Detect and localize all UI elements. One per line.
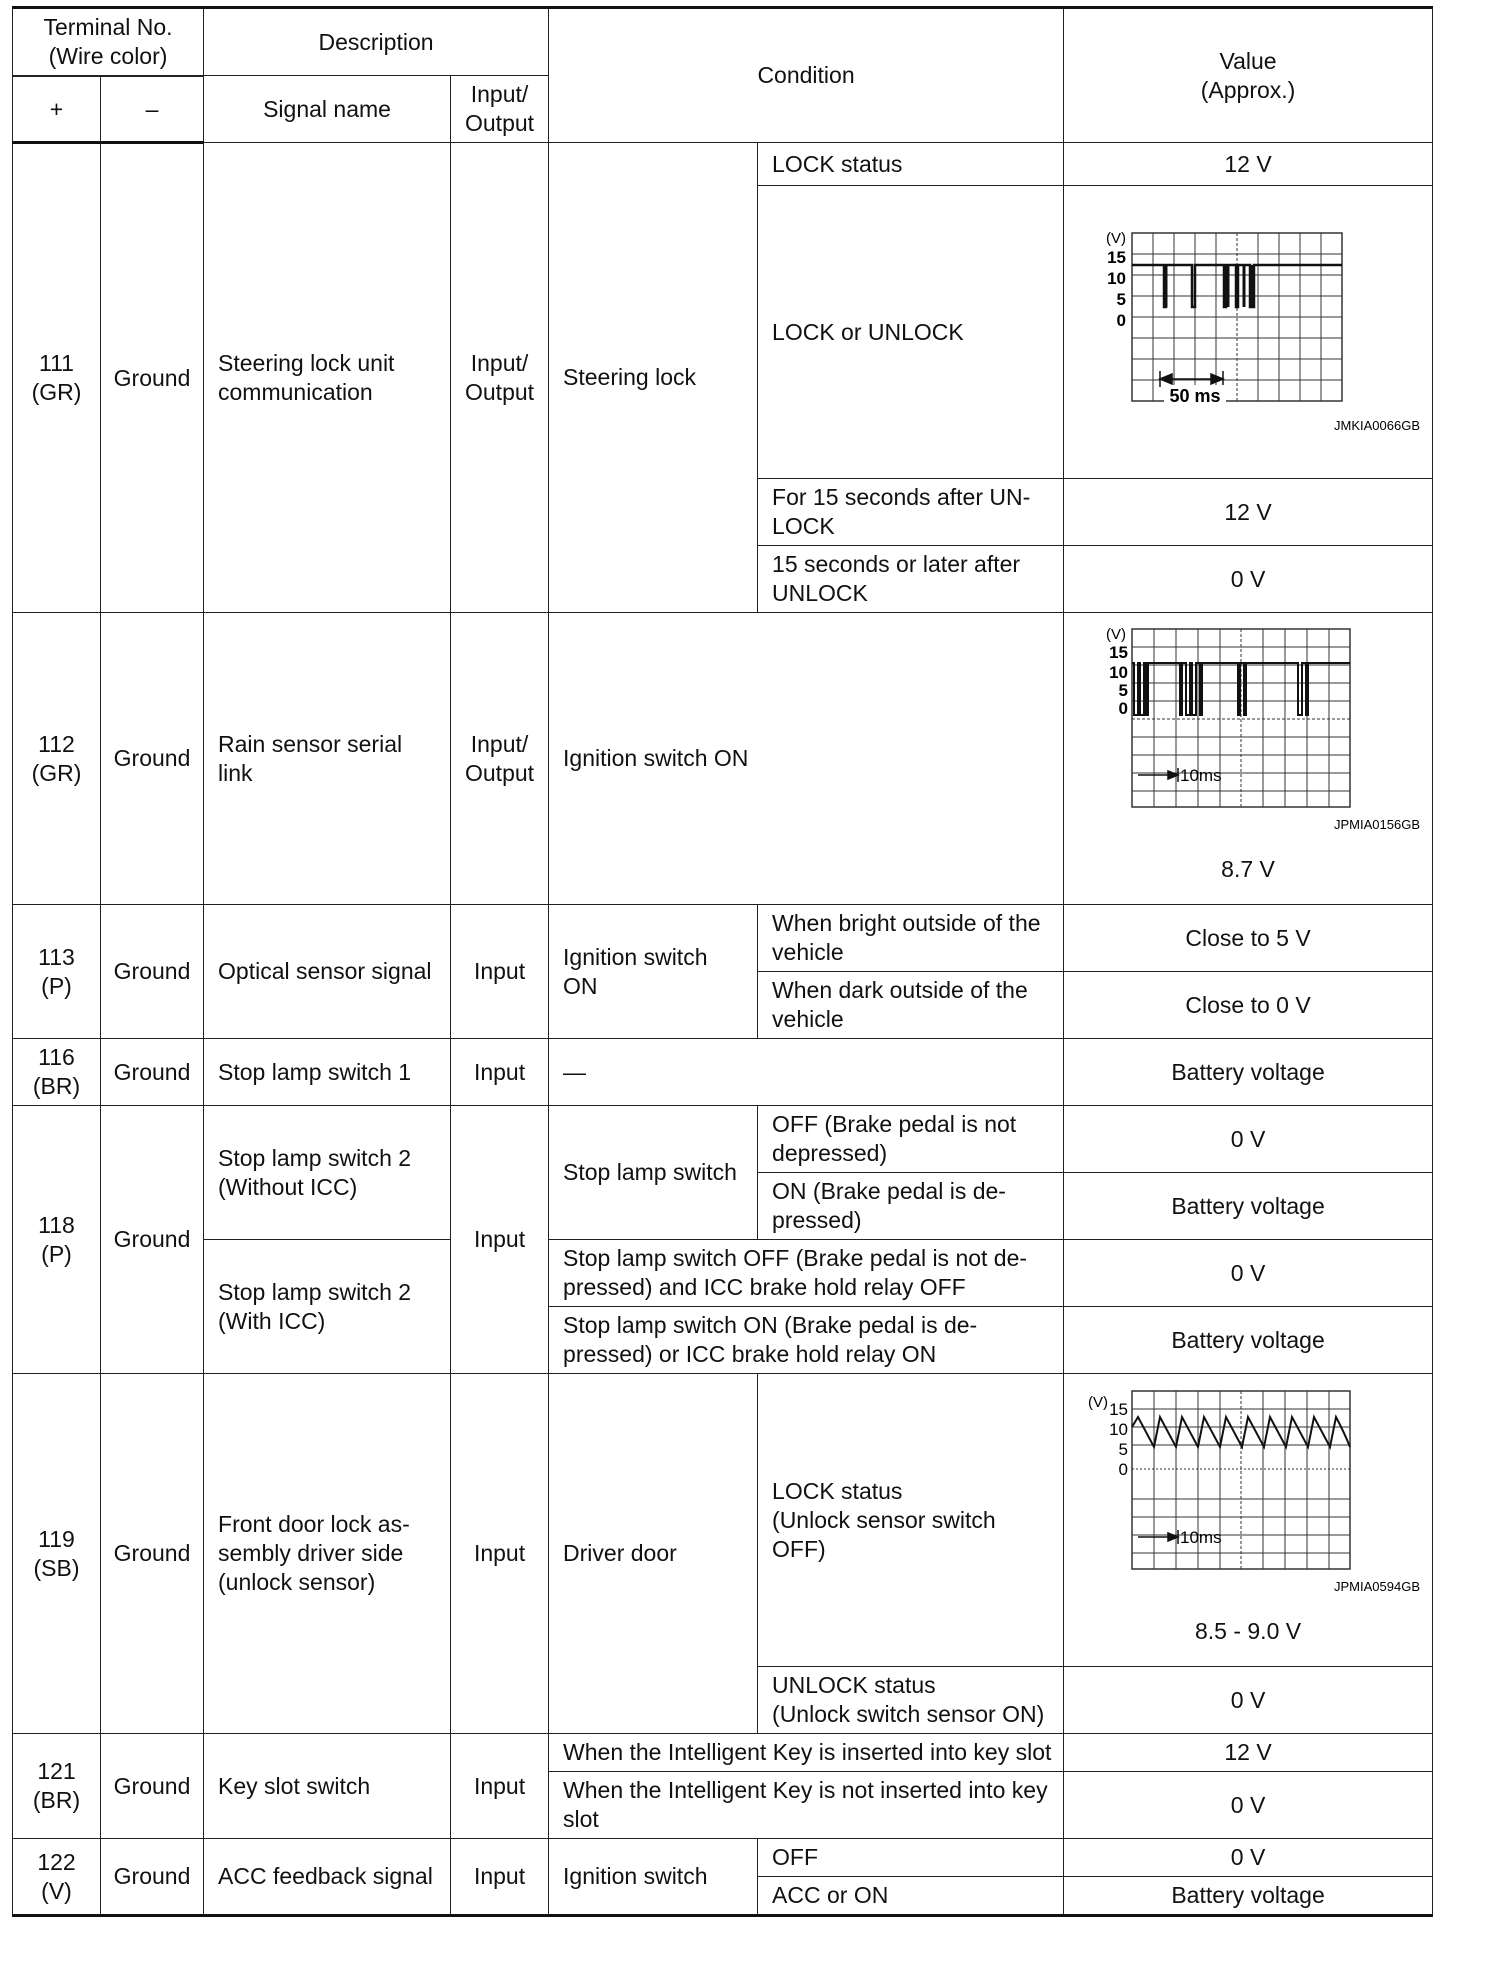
waveform-111: [1068, 227, 1428, 437]
signal-name-cell: Key slot switch: [204, 1734, 451, 1839]
y-tick-label: 5: [1118, 681, 1129, 700]
time-scale-label: 50 ms: [1169, 386, 1221, 406]
scope-grid: [1132, 233, 1342, 401]
description-header: Description: [204, 8, 549, 76]
signal-name-cell: Steering lock unit communication: [204, 143, 451, 613]
time-scale-marker: [1160, 371, 1223, 387]
terminal-cell: 122 (V): [13, 1839, 101, 1916]
ground-cell: Ground: [101, 1039, 204, 1106]
value-header: Value (Approx.): [1064, 8, 1433, 143]
sub-condition-cell: When bright outside of the vehicle: [758, 905, 1064, 972]
io-cell: Input: [451, 905, 549, 1039]
value-cell: Battery voltage: [1064, 1173, 1433, 1240]
sub-condition-cell: For 15 seconds after UN- LOCK: [758, 479, 1064, 546]
sub-condition-cell: OFF: [758, 1839, 1064, 1877]
value-cell: 0 V: [1064, 1106, 1433, 1173]
value-cell: 12 V: [1064, 1734, 1433, 1772]
table-row: [13, 1106, 1433, 1173]
waveform-cell: [1064, 186, 1433, 479]
ground-cell: Ground: [101, 905, 204, 1039]
condition-cell: Steering lock: [549, 143, 758, 613]
time-scale-label: 10ms: [1180, 1527, 1222, 1547]
io-header: Input/ Output: [451, 76, 549, 143]
table-row: [13, 1734, 1433, 1772]
header-row-1: [13, 8, 1433, 76]
condition-cell: Stop lamp switch: [549, 1106, 758, 1240]
y-tick-label: 0: [1116, 311, 1127, 330]
value-cell: Battery voltage: [1064, 1307, 1433, 1374]
value-text: 8.5 - 9.0 V: [1194, 1617, 1302, 1644]
condition-header: Condition: [549, 8, 1064, 143]
signal-name-cell: ACC feedback signal: [204, 1839, 451, 1916]
io-cell: Input: [451, 1374, 549, 1734]
value-text: 8.7 V: [1221, 856, 1275, 882]
terminal-cell: 116 (BR): [13, 1039, 101, 1106]
signal-name-cell: Stop lamp switch 1: [204, 1039, 451, 1106]
terminal-spec-table: [12, 6, 1433, 1917]
io-cell: Input: [451, 1106, 549, 1374]
terminal-cell: 121 (BR): [13, 1734, 101, 1839]
sub-condition-cell: ACC or ON: [758, 1877, 1064, 1916]
signal-name-cell: Front door lock as- sembly driver side (unlock sensor): [204, 1374, 451, 1734]
condition-cell: Stop lamp switch OFF (Brake pedal is not de- pressed) and ICC brake hold relay OFF: [549, 1240, 1064, 1307]
io-cell: Input: [451, 1039, 549, 1106]
condition-cell: Ignition switch: [549, 1839, 758, 1916]
scope-grid: [1132, 629, 1350, 807]
terminal-cell: 119 (SB): [13, 1374, 101, 1734]
value-cell: Close to 5 V: [1064, 905, 1433, 972]
time-scale-marker: [1138, 768, 1178, 782]
signal-name-cell: Stop lamp switch 2 (Without ICC): [204, 1106, 451, 1240]
terminal-cell: 113 (P): [13, 905, 101, 1039]
condition-cell: Driver door: [549, 1374, 758, 1734]
ground-cell: Ground: [101, 613, 204, 905]
waveform-112: [1068, 625, 1428, 855]
value-cell: 0 V: [1064, 1240, 1433, 1307]
value-cell: 0 V: [1064, 1839, 1433, 1877]
io-cell: Input/ Output: [451, 143, 549, 613]
sub-condition-cell: 15 seconds or later after UNLOCK: [758, 546, 1064, 613]
table-row: [13, 905, 1433, 972]
value-cell: Battery voltage: [1064, 1877, 1433, 1916]
signal-name-cell: Stop lamp switch 2 (With ICC): [204, 1240, 451, 1374]
table-row: [13, 1374, 1433, 1667]
table-row: [13, 1240, 1433, 1307]
table-row: [13, 1039, 1433, 1106]
y-tick-label: 5: [1118, 1439, 1129, 1459]
signal-name-cell: Rain sensor serial link: [204, 613, 451, 905]
y-unit-label: (V): [1088, 1393, 1109, 1411]
y-unit-label: (V): [1106, 230, 1127, 247]
y-tick-label: 10: [1109, 1419, 1129, 1439]
time-scale-label: 10ms: [1180, 766, 1222, 785]
table-row: [13, 613, 1433, 905]
ground-cell: Ground: [101, 1374, 204, 1734]
y-tick-label: 15: [1107, 248, 1127, 267]
signal-trace: [1132, 265, 1342, 307]
waveform-cell: [1064, 613, 1433, 905]
sub-condition-cell: UNLOCK status (Unlock switch sensor ON): [758, 1667, 1064, 1734]
ground-cell: Ground: [101, 1839, 204, 1916]
signal-name-header: Signal name: [204, 76, 451, 143]
terminal-cell: 118 (P): [13, 1106, 101, 1374]
waveform-cell: [1064, 1374, 1433, 1667]
sub-condition-cell: LOCK status: [758, 143, 1064, 186]
condition-cell: When the Intelligent Key is not inserted into key slot: [549, 1772, 1064, 1839]
signal-name-cell: Optical sensor signal: [204, 905, 451, 1039]
sub-condition-cell: When dark outside of the vehicle: [758, 972, 1064, 1039]
condition-cell: Stop lamp switch ON (Brake pedal is de- pressed) or ICC brake hold relay ON: [549, 1307, 1064, 1374]
value-cell: Close to 0 V: [1064, 972, 1433, 1039]
sub-condition-cell: OFF (Brake pedal is not depressed): [758, 1106, 1064, 1173]
figure-code: JPMIA0156GB: [1334, 817, 1421, 832]
y-tick-label: 15: [1109, 643, 1129, 662]
ground-cell: Ground: [101, 1106, 204, 1374]
value-cell: 0 V: [1064, 1772, 1433, 1839]
figure-code: JMKIA0066GB: [1334, 418, 1421, 433]
io-cell: Input: [451, 1839, 549, 1916]
io-cell: Input/ Output: [451, 613, 549, 905]
y-tick-label: 15: [1109, 1399, 1129, 1419]
value-cell: 0 V: [1064, 1667, 1433, 1734]
sub-condition-cell: ON (Brake pedal is de- pressed): [758, 1173, 1064, 1240]
table-row: [13, 143, 1433, 186]
figure-code: JPMIA0594GB: [1334, 1578, 1421, 1594]
time-scale-marker: [1138, 1530, 1178, 1544]
plus-header: +: [13, 77, 101, 143]
sub-condition-cell: LOCK status (Unlock sensor switch OFF): [758, 1374, 1064, 1667]
value-cell: 12 V: [1064, 143, 1433, 186]
y-tick-label: 10: [1107, 269, 1127, 288]
ground-cell: Ground: [101, 1734, 204, 1839]
value-cell: 0 V: [1064, 546, 1433, 613]
condition-cell: When the Intelligent Key is inserted into key slot: [549, 1734, 1064, 1772]
waveform-119: [1068, 1387, 1428, 1617]
value-cell: Battery voltage: [1064, 1039, 1433, 1106]
condition-cell: Ignition switch ON: [549, 613, 1064, 905]
condition-cell: Ignition switch ON: [549, 905, 758, 1039]
table-row: [13, 1839, 1433, 1877]
signal-trace: [1132, 663, 1350, 715]
terminal-cell: 111 (GR): [13, 143, 101, 613]
terminal-no-header: Terminal No. (Wire color): [13, 8, 204, 76]
scope-grid: [1132, 1391, 1350, 1569]
condition-cell: —: [549, 1039, 1064, 1106]
value-cell: 12 V: [1064, 479, 1433, 546]
y-unit-label: (V): [1106, 626, 1127, 643]
io-cell: Input: [451, 1734, 549, 1839]
y-tick-label: 0: [1118, 699, 1129, 718]
ground-cell: Ground: [101, 143, 204, 613]
minus-header: –: [101, 77, 204, 143]
y-tick-label: 10: [1109, 663, 1129, 682]
sub-condition-cell: LOCK or UNLOCK: [758, 186, 1064, 479]
y-tick-label: 5: [1116, 290, 1127, 309]
y-tick-label: 0: [1118, 1459, 1129, 1479]
terminal-cell: 112 (GR): [13, 613, 101, 905]
